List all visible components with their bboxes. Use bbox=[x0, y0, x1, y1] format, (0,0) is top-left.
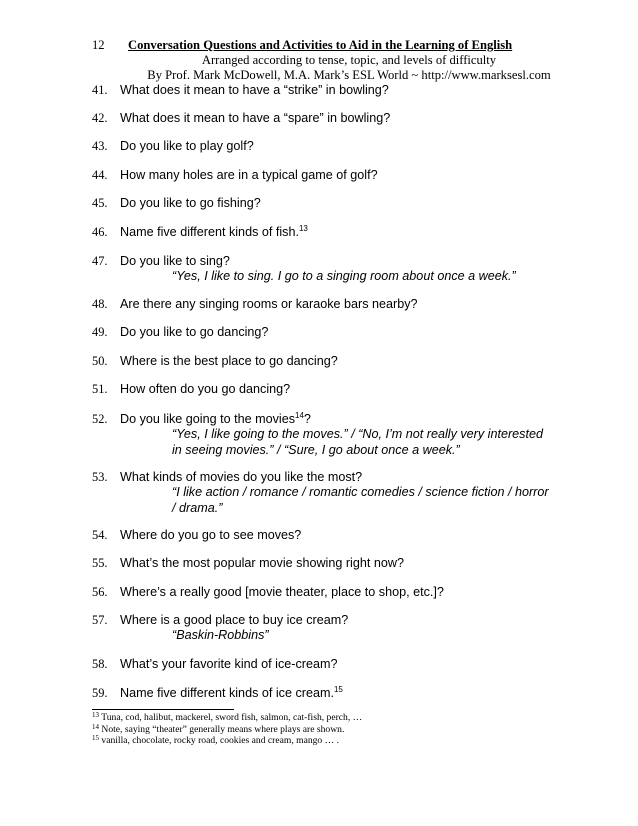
question-text bbox=[120, 555, 404, 571]
question-text bbox=[120, 527, 301, 543]
question-text-content: Name five different kinds of fish. bbox=[120, 225, 299, 239]
question-text-content: Do you like to play golf? bbox=[120, 139, 254, 153]
question-number: 46. bbox=[92, 225, 108, 239]
question-text-content: Do you like to sing? bbox=[120, 254, 230, 268]
question-text-content: How many holes are in a typical game of golf? bbox=[120, 168, 378, 182]
question-text-content: What does it mean to have a “spare” in bowling? bbox=[120, 111, 391, 125]
footnote bbox=[92, 724, 362, 736]
question-text bbox=[120, 82, 389, 98]
sample-answer-line: “I like action / romance / romantic comedies / science fiction / horror bbox=[172, 485, 549, 499]
question-text bbox=[120, 224, 308, 240]
page-header bbox=[92, 38, 562, 83]
question-text-suffix: ? bbox=[303, 412, 311, 426]
question-text-content: Where is the best place to go dancing? bbox=[120, 354, 338, 368]
question-text-content: What’s your favorite kind of ice-cream? bbox=[120, 657, 338, 671]
question-text bbox=[120, 167, 378, 183]
question-text bbox=[120, 353, 338, 369]
question-number: 52. bbox=[92, 412, 108, 426]
document-subtitle: Arranged according to tense, topic, and levels of difficulty bbox=[201, 53, 497, 67]
question-text bbox=[120, 411, 311, 427]
question-text-content: What kinds of movies do you like the most? bbox=[120, 470, 363, 484]
question-number: 54. bbox=[92, 528, 108, 542]
sample-answer bbox=[172, 268, 516, 284]
footnote-divider bbox=[92, 709, 234, 710]
sample-answer bbox=[172, 627, 269, 643]
question-number: 48. bbox=[92, 297, 108, 311]
sample-answer-line: “Yes, I like to sing. I go to a singing room about once a week.” bbox=[172, 269, 516, 283]
question-text-content: Are there any singing rooms or karaoke bars nearby? bbox=[120, 297, 418, 311]
question-text bbox=[120, 296, 418, 312]
question-text bbox=[120, 685, 343, 701]
sample-answer-line: / drama.” bbox=[172, 501, 223, 516]
question-text bbox=[120, 195, 261, 211]
question-text bbox=[120, 469, 362, 485]
sample-answer bbox=[172, 426, 543, 459]
question-number: 53. bbox=[92, 470, 108, 484]
footnote-reference: 15 bbox=[333, 685, 343, 694]
question-text bbox=[120, 381, 290, 397]
question-number: 58. bbox=[92, 657, 108, 671]
question-number: 55. bbox=[92, 556, 108, 570]
footnote-reference: 14 bbox=[295, 411, 304, 420]
question-text-content: Do you like to go dancing? bbox=[120, 325, 269, 339]
document-byline: By Prof. Mark McDowell, M.A. Mark’s ESL World ~ http://www.marksesl.com bbox=[147, 68, 551, 82]
question-text bbox=[120, 656, 337, 672]
question-text bbox=[120, 253, 230, 269]
question-text bbox=[120, 324, 268, 340]
question-text-content: What’s the most popular movie showing right now? bbox=[120, 556, 404, 570]
question-number: 59. bbox=[92, 686, 108, 700]
footnote-mark: 14 bbox=[92, 722, 99, 731]
footnotes bbox=[92, 712, 362, 747]
question-number: 43. bbox=[92, 139, 108, 153]
footnote bbox=[92, 735, 362, 747]
footnote-mark: 15 bbox=[92, 734, 99, 742]
document-title: Conversation Questions and Activities to Aid in the Learning of English bbox=[128, 38, 513, 52]
question-number: 44. bbox=[92, 168, 108, 182]
sample-answer-line: in seeing movies.” / “Sure, I go about once a week.” bbox=[172, 443, 460, 458]
question-text-content: How often do you go dancing? bbox=[120, 382, 291, 396]
footnote-mark: 13 bbox=[92, 711, 99, 719]
question-number: 49. bbox=[92, 325, 108, 339]
footnote-text: vanilla, chocolate, rocky road, cookies and cream, mango … . bbox=[99, 735, 340, 746]
question-text bbox=[120, 138, 254, 154]
footnote-reference: 13 bbox=[298, 224, 308, 233]
question-text bbox=[120, 612, 348, 628]
question-number: 50. bbox=[92, 354, 108, 368]
question-number: 56. bbox=[92, 585, 108, 599]
question-text bbox=[120, 584, 444, 600]
question-text bbox=[120, 110, 390, 126]
question-number: 47. bbox=[92, 254, 108, 268]
question-text-content: Do you like going to the movies bbox=[120, 412, 296, 426]
question-text-content: Do you like to go fishing? bbox=[120, 196, 261, 210]
sample-answer-line: “Baskin-Robbins” bbox=[172, 628, 269, 642]
question-number: 45. bbox=[92, 196, 108, 210]
question-text-content: What does it mean to have a “strike” in bowling? bbox=[120, 83, 389, 97]
question-text-content: Where is a good place to buy ice cream? bbox=[120, 613, 349, 627]
sample-answer-line: “Yes, I like going to the moves.” / “No, I’m not really very interested bbox=[172, 427, 543, 441]
page-number: 12 bbox=[92, 38, 105, 52]
question-number: 57. bbox=[92, 613, 108, 627]
sample-answer bbox=[172, 484, 549, 517]
footnote bbox=[92, 712, 362, 724]
footnote-text: Note, saying “theater” generally means where plays are shown. bbox=[99, 723, 345, 735]
question-number: 42. bbox=[92, 111, 108, 125]
question-number: 51. bbox=[92, 382, 108, 396]
question-number: 41. bbox=[92, 83, 108, 97]
question-text-content: Where’s a really good [movie theater, place to shop, etc.]? bbox=[120, 585, 444, 599]
footnote-text: Tuna, cod, halibut, mackerel, sword fish, salmon, cat-fish, perch, … bbox=[99, 712, 363, 723]
question-text-content: Where do you go to see moves? bbox=[120, 528, 302, 542]
question-text-content: Name five different kinds of ice cream. bbox=[120, 686, 334, 700]
